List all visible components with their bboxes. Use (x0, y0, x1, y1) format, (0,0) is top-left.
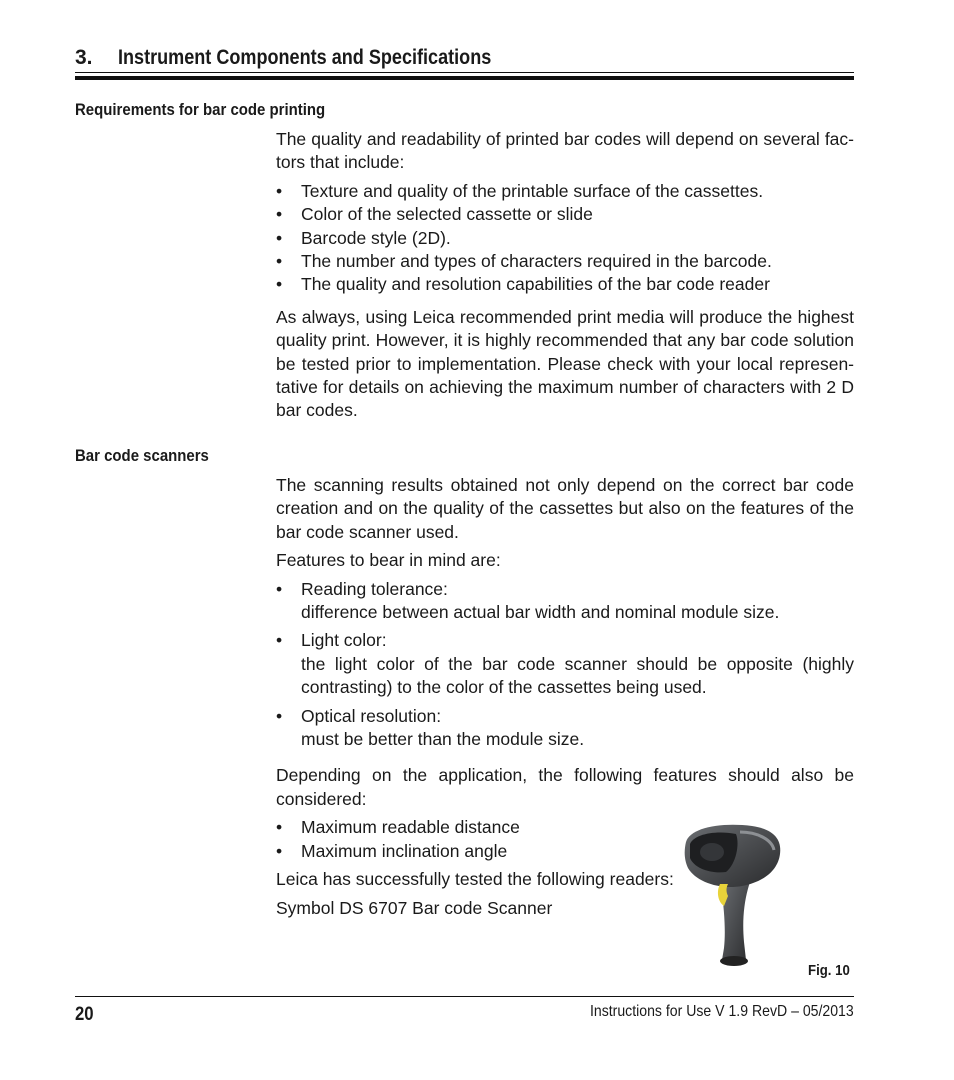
list-item: • Barcode style (2D). (276, 227, 854, 250)
tested-reader: Symbol DS 6707 Bar code Scanner (276, 897, 553, 918)
printing-intro: The quality and readability of printed bar codes will depend on several fac-tors that include: (276, 129, 854, 173)
figure-caption: Fig. 10 (808, 962, 850, 979)
footer-document-info: Instructions for Use V 1.9 RevD – 05/2013 (590, 1003, 854, 1020)
barcode-scanner-icon (680, 820, 790, 970)
page-number: 20 (75, 1004, 94, 1025)
scanners-intro: The scanning results obtained not only depend on the correct bar code creation and on the quality of the cassettes but also on the features of the bar code scanner used. (276, 475, 854, 542)
list-item: • The quality and resolution capabilities of the bar code reader (276, 273, 854, 296)
printing-paragraph: As always, using Leica recommended print media will produce the highest quality print. However, it is highly recommended that any bar code solution be tested prior to implementation. Please check with your local represen-tative for details on achieving the maximum number of characters with 2 D bar codes. (276, 306, 854, 421)
feature-detail: the light color of the bar code scanner should be opposite (highly contrasting) to the color of the cassettes being used. (301, 653, 854, 698)
list-item: • Texture and quality of the printable surface of the cassettes. (276, 180, 854, 203)
section-heading-scanners: Bar code scanners (75, 446, 209, 465)
feature-detail: must be better than the module size. (301, 729, 585, 750)
list-item (276, 578, 854, 625)
features-list (276, 578, 854, 752)
footer-rule (75, 996, 854, 997)
list-item: • Color of the selected cassette or slide (276, 203, 854, 226)
also-list (276, 816, 676, 863)
list-item (276, 629, 854, 699)
feature-label: Reading tolerance: (301, 578, 448, 599)
tested-lead: Leica has successfully tested the following readers: (276, 869, 674, 890)
section-heading-printing: Requirements for bar code printing (75, 100, 326, 119)
list-item: • The number and types of characters required in the barcode. (276, 250, 854, 273)
feature-label: Light color: (301, 630, 387, 651)
header-rule (75, 72, 854, 80)
list-item (276, 705, 854, 752)
feature-label: Optical resolution: (301, 705, 442, 726)
feature-detail: difference between actual bar width and nominal module size. (301, 602, 780, 623)
section-printing-body (276, 128, 854, 423)
chapter-title: Instrument Components and Specifications (118, 46, 492, 69)
features-lead: Features to bear in mind are: (276, 550, 501, 571)
also-lead: Depending on the application, the following features should also be considered: (276, 765, 854, 809)
chapter-number: 3. (75, 46, 93, 69)
list-item: • Maximum inclination angle (276, 840, 676, 863)
list-item: • Maximum readable distance (276, 816, 676, 839)
printing-factors-list (276, 180, 854, 297)
